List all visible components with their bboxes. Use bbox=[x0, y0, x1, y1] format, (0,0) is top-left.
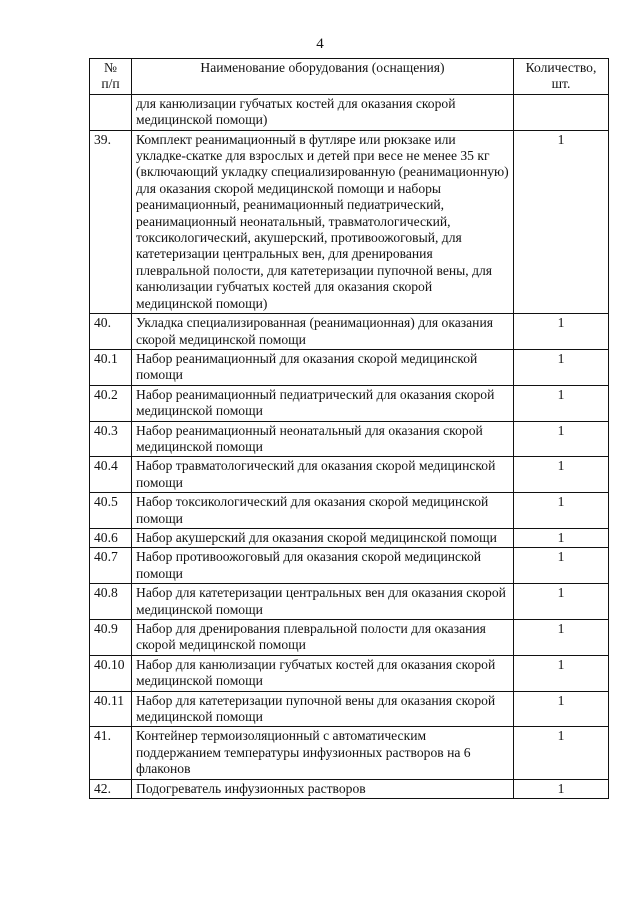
header-quantity-line2: шт. bbox=[551, 76, 571, 92]
quantity: 1 bbox=[514, 385, 609, 421]
table-row bbox=[90, 584, 609, 620]
header-number bbox=[90, 59, 132, 95]
quantity: 1 bbox=[514, 493, 609, 529]
quantity: 1 bbox=[514, 584, 609, 620]
table-row bbox=[90, 385, 609, 421]
header-number-line2: п/п bbox=[101, 76, 120, 92]
table-row bbox=[90, 457, 609, 493]
quantity: 1 bbox=[514, 314, 609, 350]
table-row bbox=[90, 727, 609, 779]
quantity: 1 bbox=[514, 421, 609, 457]
table-body bbox=[90, 94, 609, 798]
quantity: 1 bbox=[514, 528, 609, 547]
equipment-name: для канюлизации губчатых костей для оказания скорой медицинской помощи) bbox=[132, 94, 514, 130]
row-number: 40.7 bbox=[90, 548, 132, 584]
row-number: 40.8 bbox=[90, 584, 132, 620]
row-number: 42. bbox=[90, 779, 132, 798]
row-number: 40.4 bbox=[90, 457, 132, 493]
equipment-name: Комплект реанимационный в футляре или рюкзаке или укладке-скатке для взрослых и детей при весе не менее 35 кг (включающий укладку специализированную (реанимационную) для оказания скорой медицинской помощи и наборы реанимационный, реанимационный педиатрический, реанимационный неонатальный, травматологический, токсикологический, акушерский, противоожоговый, для катетеризации центральных вен, для дренирования плевральной полости, для катетеризации пупочной вены, для канюлизации губчатых костей для оказания скорой медицинской помощи) bbox=[132, 130, 514, 313]
table-row bbox=[90, 548, 609, 584]
table-row bbox=[90, 779, 609, 798]
equipment-name: Набор для катетеризации центральных вен для оказания скорой медицинской помощи bbox=[132, 584, 514, 620]
equipment-name: Набор реанимационный педиатрический для оказания скорой медицинской помощи bbox=[132, 385, 514, 421]
equipment-name: Укладка специализированная (реанимационная) для оказания скорой медицинской помощи bbox=[132, 314, 514, 350]
table-row bbox=[90, 349, 609, 385]
row-number: 40.6 bbox=[90, 528, 132, 547]
row-number: 40.2 bbox=[90, 385, 132, 421]
table-row bbox=[90, 620, 609, 656]
table-row bbox=[90, 314, 609, 350]
equipment-name: Набор противоожоговый для оказания скорой медицинской помощи bbox=[132, 548, 514, 584]
table-row bbox=[90, 130, 609, 313]
equipment-name: Набор травматологический для оказания скорой медицинской помощи bbox=[132, 457, 514, 493]
equipment-name: Набор для катетеризации пупочной вены для оказания скорой медицинской помощи bbox=[132, 691, 514, 727]
header-quantity-line1: Количество, bbox=[525, 60, 597, 75]
quantity: 1 bbox=[514, 691, 609, 727]
equipment-name: Набор акушерский для оказания скорой медицинской помощи bbox=[132, 528, 514, 547]
equipment-name: Набор токсикологический для оказания скорой медицинской помощи bbox=[132, 493, 514, 529]
equipment-name: Набор для дренирования плевральной полости для оказания скорой медицинской помощи bbox=[132, 620, 514, 656]
table-row bbox=[90, 94, 609, 130]
table-row bbox=[90, 691, 609, 727]
quantity: 1 bbox=[514, 349, 609, 385]
table-row bbox=[90, 655, 609, 691]
equipment-name: Набор реанимационный для оказания скорой медицинской помощи bbox=[132, 349, 514, 385]
equipment-name: Набор для канюлизации губчатых костей для оказания скорой медицинской помощи bbox=[132, 655, 514, 691]
header-number-line1: № bbox=[104, 60, 117, 75]
table-row bbox=[90, 493, 609, 529]
row-number: 40. bbox=[90, 314, 132, 350]
row-number: 40.11 bbox=[90, 691, 132, 727]
row-number: 40.9 bbox=[90, 620, 132, 656]
quantity bbox=[514, 94, 609, 130]
equipment-name: Подогреватель инфузионных растворов bbox=[132, 779, 514, 798]
header-row bbox=[90, 59, 609, 95]
row-number: 40.10 bbox=[90, 655, 132, 691]
quantity: 1 bbox=[514, 779, 609, 798]
quantity: 1 bbox=[514, 457, 609, 493]
quantity: 1 bbox=[514, 655, 609, 691]
table-row bbox=[90, 421, 609, 457]
row-number: 40.1 bbox=[90, 349, 132, 385]
page-number: 4 bbox=[316, 36, 324, 52]
row-number bbox=[90, 94, 132, 130]
equipment-table bbox=[89, 58, 609, 799]
equipment-name: Контейнер термоизоляционный с автоматическим поддержанием температуры инфузионных растворов на 6 флаконов bbox=[132, 727, 514, 779]
row-number: 40.5 bbox=[90, 493, 132, 529]
table-row bbox=[90, 528, 609, 547]
quantity: 1 bbox=[514, 620, 609, 656]
header-quantity bbox=[514, 59, 609, 95]
quantity: 1 bbox=[514, 727, 609, 779]
row-number: 41. bbox=[90, 727, 132, 779]
quantity: 1 bbox=[514, 548, 609, 584]
equipment-name: Набор реанимационный неонатальный для оказания скорой медицинской помощи bbox=[132, 421, 514, 457]
row-number: 40.3 bbox=[90, 421, 132, 457]
quantity: 1 bbox=[514, 130, 609, 313]
header-name: Наименование оборудования (оснащения) bbox=[132, 59, 514, 95]
row-number: 39. bbox=[90, 130, 132, 313]
table-header bbox=[90, 59, 609, 95]
